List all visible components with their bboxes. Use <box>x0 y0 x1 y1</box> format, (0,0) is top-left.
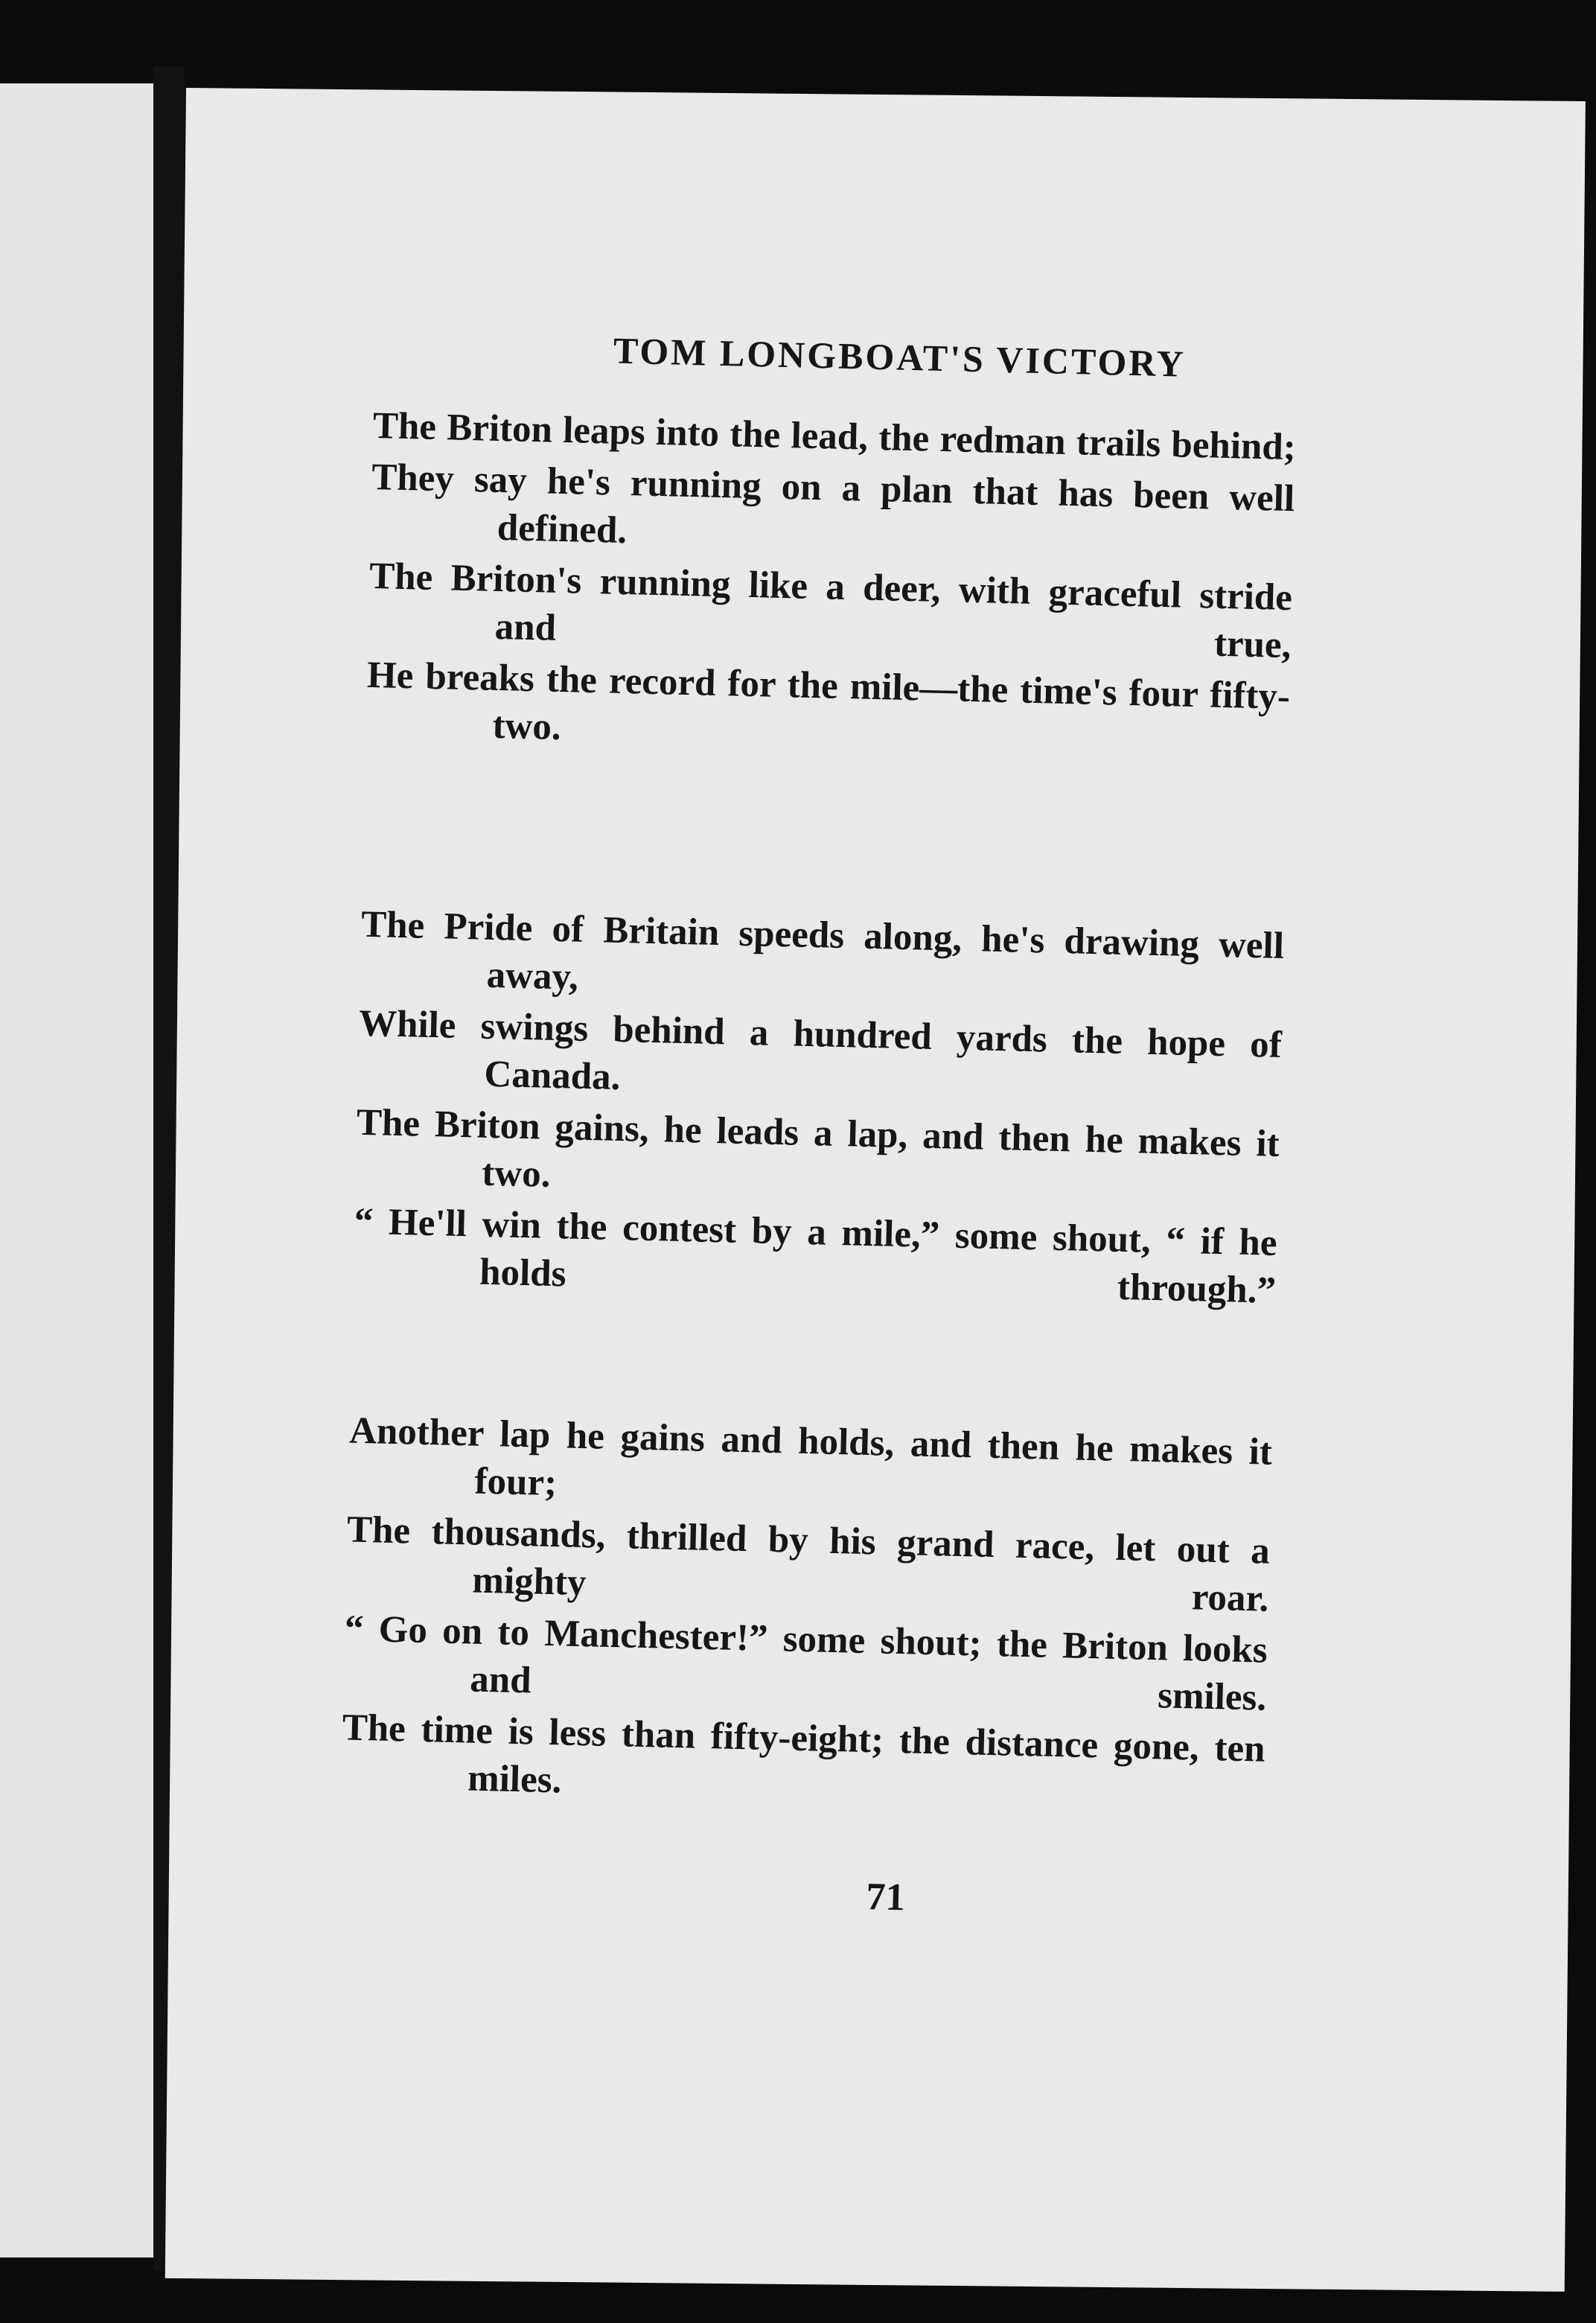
book-page <box>165 88 1586 2292</box>
poem-line: The time is less than fifty-eight; the distance gone, ten miles. <box>342 1707 1266 1802</box>
poem-line: The Pride of Britain speeds along, he's drawing well away, <box>360 903 1285 998</box>
poem-line: “ Go on to Manchester!” some shout; the Briton looks and smiles. <box>344 1607 1268 1719</box>
stanza-3 <box>340 1407 1272 1825</box>
poem-line: While swings behind a hundred yards the hope of Canada. <box>358 1002 1283 1099</box>
previous-page-edge <box>0 83 170 2257</box>
stanza-2 <box>352 901 1284 1319</box>
poem-line: Another lap he gains and holds, and then he makes it four; <box>348 1409 1273 1505</box>
poem-line: The Briton's running like a deer, with graceful stride and true, <box>368 555 1293 667</box>
poem-line: He breaks the record for the mile—the time's four fifty-two. <box>366 654 1291 749</box>
poem-title: TOM LONGBOAT'S VICTORY <box>613 329 1187 385</box>
poem-line: The Briton leaps into the lead, the redman trails behind; <box>372 404 1297 469</box>
poem-line: The thousands, thrilled by his grand race, let out a mighty roar. <box>346 1508 1271 1620</box>
poem-line: They say he's running on a plan that has been well defined. <box>371 456 1295 552</box>
page-text-block <box>147 77 1596 2300</box>
stanza-1 <box>366 402 1297 772</box>
page-number: 71 <box>865 1876 906 1919</box>
poem-line: “ He'll win the contest by a mile,” some shout, “ if he holds through.” <box>354 1200 1278 1312</box>
poem-line: The Briton gains, he leads a lap, and then he makes it two. <box>356 1101 1280 1196</box>
